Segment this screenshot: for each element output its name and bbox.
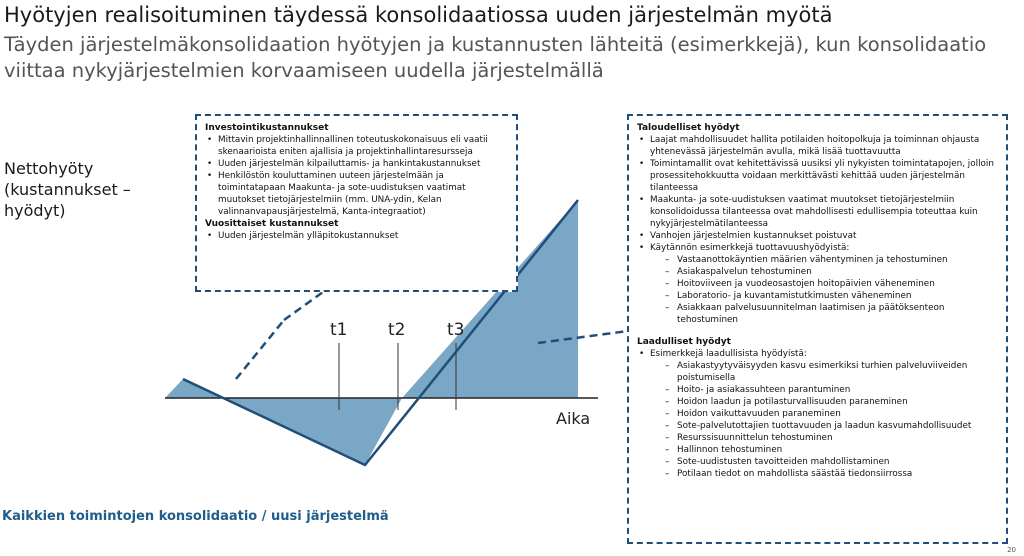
list-item: – Asiakastyytyväisyyden kasvu esimerkiksi turhien palveluviiveiden poistumisella [637, 360, 1000, 384]
t1-label: t1 [330, 320, 348, 340]
y-axis-label-line: (kustannukset – [4, 180, 131, 199]
y-axis-label-line: Nettohyöty [4, 159, 94, 178]
list-item: • Maakunta- ja sote-uudistuksen vaatimat muutokset tietojärjestelmiin konsolidoidussa tilanteessa ovat mahdollisesti edullisempia toteuttaa kuin nykyjärjestelmätilanteessa [637, 194, 1000, 230]
list-item: • Uuden järjestelmän kilpailuttamis- ja hankintakustannukset [205, 158, 510, 170]
cost-connector [236, 320, 284, 379]
economic-benefits-heading: Taloudelliset hyödyt [637, 123, 740, 133]
list-item: – Hoidon vaikuttavuuden paraneminen [637, 408, 1000, 420]
list-item: – Hallinnon tehostuminen [637, 444, 1000, 456]
benefit-box [627, 114, 1008, 544]
quality-benefits-list [637, 348, 1000, 360]
list-item: – Hoito- ja asiakassuhteen parantuminen [637, 384, 1000, 396]
annual-costs-list [205, 230, 510, 242]
investment-costs-heading: Investointikustannukset [205, 123, 329, 133]
list-item: • Toimintamallit ovat kehitettävissä uusiksi yli nykyisten toimintatapojen, jolloin prosessitehokkuutta voidaan merkittävästi kehittää uuden järjestelmän tilanteessa [637, 158, 1000, 194]
investment-costs-list [205, 134, 510, 218]
t2-label: t2 [388, 320, 406, 340]
list-item: • Henkilöstön kouluttaminen uuteen järjestelmään ja toimintatapaan Maakunta- ja sote-uudistuksen vaatimat muutokset tietojärjestelmiin (mm. UNA-ydin, Kelan valinnanvapausjärjestelmä, Kanta-integraatiot) [205, 170, 510, 218]
list-item: • Uuden järjestelmän ylläpitokustannukset [205, 230, 510, 242]
list-item: • Esimerkkejä laadullisista hyödyistä: [637, 348, 1000, 360]
list-item: – Sote-palvelutottajien tuottavuuden ja laadun kasvumahdollisuudet [637, 420, 1000, 432]
footer-caption: Kaikkien toimintojen konsolidaatio / uusi järjestelmä [2, 509, 389, 524]
list-item: • Laajat mahdollisuudet hallita potilaiden hoitopolkuja ja toiminnan ohjausta yhtenevässä järjestelmän avulla, mikä lisää tuottavuutta [637, 134, 1000, 158]
list-item: – Resurssisuunnittelun tehostuminen [637, 432, 1000, 444]
list-item: – Hoitoviiveen ja vuodeosastojen hoitopäivien väheneminen [637, 278, 1000, 290]
t3-label: t3 [447, 320, 465, 340]
economic-benefits-list [637, 134, 1000, 254]
list-item: – Sote-uudistusten tavoitteiden mahdollistaminen [637, 456, 1000, 468]
list-item: – Potilaan tiedot on mahdollista säästää tiedonsiirrossa [637, 468, 1000, 480]
list-item: – Laboratorio- ja kuvantamistutkimusten väheneminen [637, 290, 1000, 302]
list-item: – Asiakkaan palvelusuunnitelman laatimisen ja päätöksenteon tehostuminen [637, 302, 1000, 326]
list-item: • Käytännön esimerkkejä tuottavuushyödyistä: [637, 242, 1000, 254]
list-item: • Mittavin projektinhallinnallinen toteutuskokonaisuus eli vaatii skenaarioista eniten ajallisia ja projektinhallintaresursseja [205, 134, 510, 158]
quality-benefits-heading: Laadulliset hyödyt [637, 337, 731, 347]
cost-box [195, 114, 518, 292]
page-number: 20 [1007, 546, 1016, 554]
cost-area [165, 379, 402, 465]
list-item: • Vanhojen järjestelmien kustannukset poistuvat [637, 230, 1000, 242]
productivity-examples-list [637, 254, 1000, 326]
y-axis-label-line: hyödyt) [4, 201, 66, 220]
x-axis-label: Aika [556, 409, 591, 428]
quality-examples-list [637, 360, 1000, 480]
list-item: – Hoidon laadun ja potilasturvallisuuden paraneminen [637, 396, 1000, 408]
list-item: – Vastaanottokäyntien määrien vähentyminen ja tehostuminen [637, 254, 1000, 266]
list-item: – Asiakaspalvelun tehostuminen [637, 266, 1000, 278]
page-title: Hyötyjen realisoituminen täydessä konsolidaatiossa uuden järjestelmän myötä [4, 3, 833, 27]
annual-costs-heading: Vuosittaiset kustannukset [205, 219, 339, 229]
page-subtitle: Täyden järjestelmäkonsolidaation hyötyjen ja kustannusten lähteitä (esimerkkejä), kun konsolidaatio viittaa nykyjärjestelmien korvaamiseen uudella järjestelmällä [4, 33, 987, 82]
